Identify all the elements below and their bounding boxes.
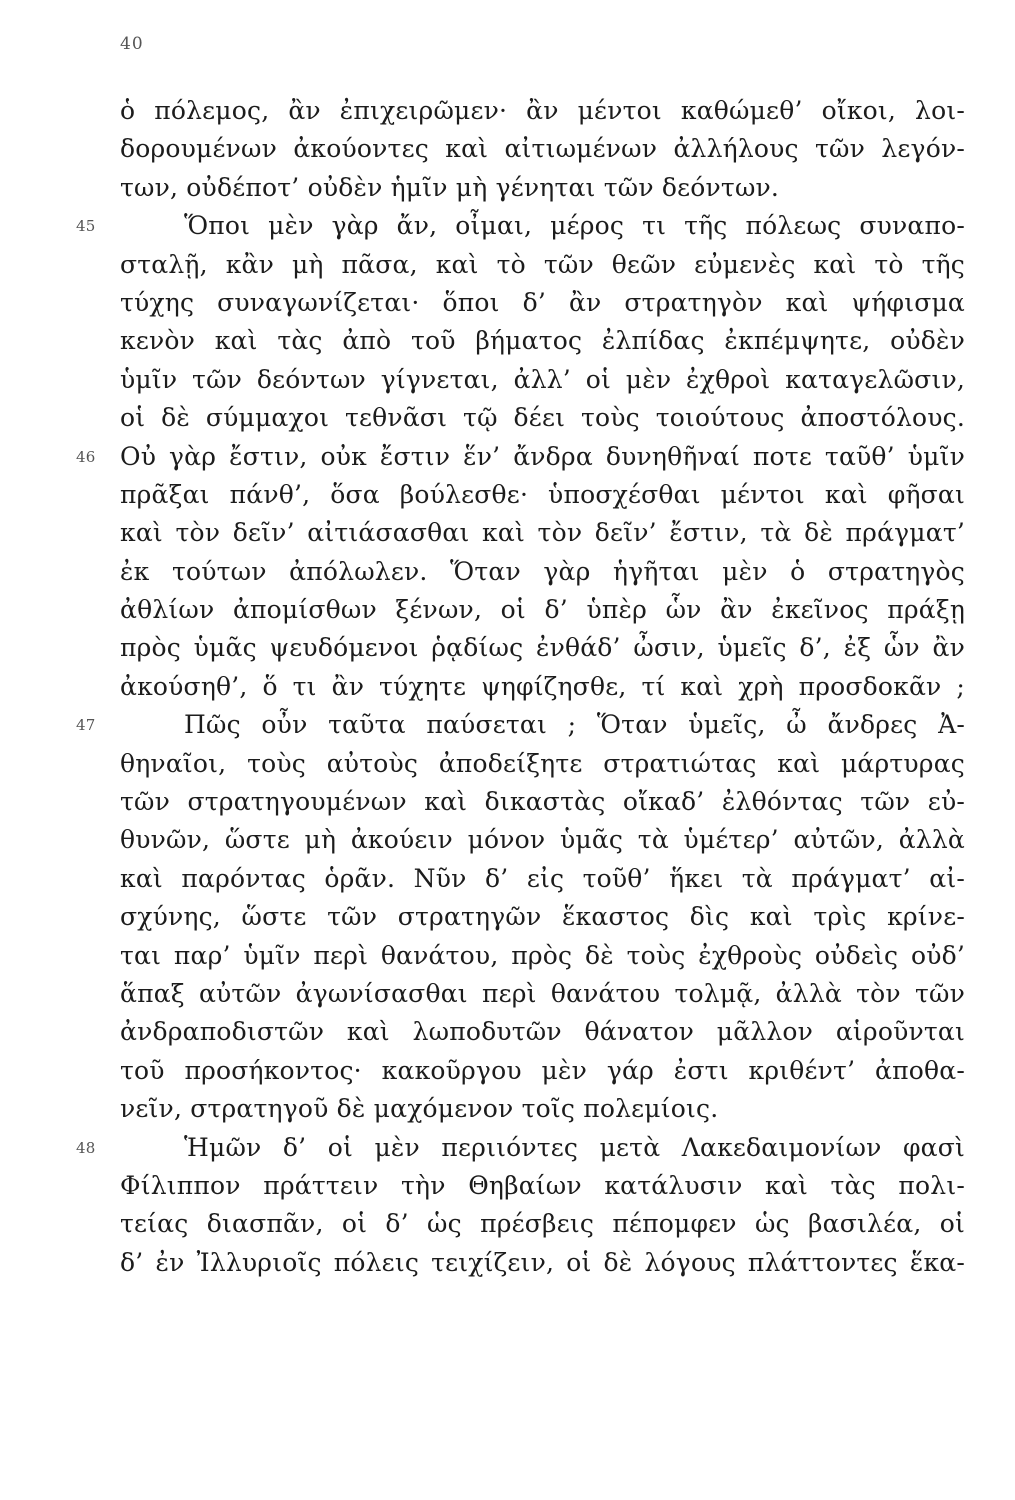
line-text: ὁ πόλεμος, ἂν ἐπιχειρῶμεν· ἂν μέντοι καθώμεθ’ οἴκοι, λοι- <box>120 96 965 125</box>
line-text: πρὸς ὑμᾶς ψευδόμενοι ῥᾳδίως ἐνθάδ’ ὦσιν, ὑμεῖς δ’, ἐξ ὧν ἂν <box>120 633 965 663</box>
text-line <box>120 591 965 629</box>
text-line <box>120 514 965 552</box>
line-text: πρᾶξαι πάνθ’, ὅσα βούλεσθε· ὑποσχέσθαι μέντοι καὶ φῆσαι <box>120 479 965 509</box>
text-line <box>120 1205 965 1243</box>
text-line <box>76 438 965 476</box>
text-line <box>120 745 965 783</box>
text-line <box>120 322 965 360</box>
text-line <box>120 1167 965 1205</box>
text-line <box>120 399 965 437</box>
text-line <box>120 783 965 821</box>
text-line <box>120 476 965 514</box>
section-number: 45 <box>76 217 96 236</box>
line-text: ἀνδραποδιστῶν καὶ λωποδυτῶν θάνατον μᾶλλον αἱροῦνται <box>120 1017 965 1047</box>
line-text: τοῦ προσήκοντος· κακοῦργου μὲν γάρ ἐστι κριθέντ’ ἀποθα- <box>120 1055 965 1085</box>
text-line <box>120 937 965 975</box>
line-text: δορουμένων ἀκούοντες καὶ αἰτιωμένων ἀλλήλους τῶν λεγόν- <box>120 134 965 164</box>
line-text: Ὅποι μὲν γὰρ ἄν, οἶμαι, μέρος τι τῆς πόλεως συναπο- <box>184 211 965 241</box>
text-line <box>120 1244 965 1282</box>
text-line <box>120 975 965 1013</box>
line-text: οἱ δὲ σύμμαχοι τεθνᾶσι τῷ δέει τοὺς τοιούτους ἀποστόλους. <box>120 403 965 433</box>
line-text: δ’ ἐν Ἰλλυριοῖς πόλεις τειχίζειν, οἱ δὲ λόγους πλάττοντες ἕκα- <box>120 1247 965 1277</box>
line-text: τῶν στρατηγουμένων καὶ δικαστὰς οἴκαδ’ ἐλθόντας τῶν εὐ- <box>120 787 965 817</box>
text-line <box>120 898 965 936</box>
text-line <box>120 169 965 207</box>
section-number: 46 <box>76 447 96 466</box>
text-line <box>120 246 965 284</box>
text-line <box>120 629 965 667</box>
text-line <box>120 92 965 130</box>
text-line <box>76 207 965 245</box>
line-text: ἀκούσηθ’, ὅ τι ἂν τύχητε ψηφίζησθε, τί καὶ χρὴ προσδοκᾶν ; <box>120 671 965 701</box>
line-text: νεῖν, στρατηγοῦ δὲ μαχόμενον τοῖς πολεμίοις. <box>120 1094 719 1124</box>
line-text: καὶ παρόντας ὁρᾶν. Νῦν δ’ εἰς τοῦθ’ ἥκει τὰ πράγματ’ αἰ- <box>120 863 965 893</box>
text-line <box>120 1052 965 1090</box>
text-line <box>120 821 965 859</box>
line-text: σταλῇ, κἂν μὴ πᾶσα, καὶ τὸ τῶν θεῶν εὐμενὲς καὶ τὸ τῆς <box>120 249 965 279</box>
line-text: σχύνης, ὥστε τῶν στρατηγῶν ἕκαστος δὶς καὶ τρὶς κρίνε- <box>120 902 965 932</box>
line-text: Ἡμῶν δ’ οἱ μὲν περιιόντες μετὰ Λακεδαιμονίων φασὶ <box>184 1132 965 1162</box>
line-text: των, οὐδέποτ’ οὐδὲν ἡμῖν μὴ γένηται τῶν δεόντων. <box>120 172 780 202</box>
text-line <box>120 284 965 322</box>
text-line <box>76 1129 965 1167</box>
greek-text-block <box>76 92 965 1282</box>
line-text: κενὸν καὶ τὰς ἀπὸ τοῦ βήματος ἐλπίδας ἐκπέμψητε, οὐδὲν <box>120 326 965 356</box>
text-line <box>120 361 965 399</box>
line-text: ἅπαξ αὐτῶν ἀγωνίσασθαι περὶ θανάτου τολμᾷ, ἀλλὰ τὸν τῶν <box>120 978 965 1008</box>
line-text: ἐκ τούτων ἀπόλωλεν. Ὅταν γὰρ ἡγῆται μὲν ὁ στρατηγὸς <box>120 556 965 586</box>
line-text: ἀθλίων ἀπομίσθων ξένων, οἱ δ’ ὑπὲρ ὧν ἂν ἐκεῖνος πράξῃ <box>120 595 965 625</box>
line-text: τύχης συναγωνίζεται· ὅποι δ’ ἂν στρατηγὸν καὶ ψήφισμα <box>120 287 965 317</box>
line-text: Οὐ γὰρ ἔστιν, οὐκ ἔστιν ἕν’ ἄνδρα δυνηθῆναί ποτε ταῦθ’ ὑμῖν <box>120 441 965 471</box>
text-line <box>120 860 965 898</box>
text-line <box>76 706 965 744</box>
line-text: καὶ τὸν δεῖν’ αἰτιάσασθαι καὶ τὸν δεῖν’ ἔστιν, τὰ δὲ πράγματ’ <box>120 518 965 548</box>
line-text: Φίλιππον πράττειν τὴν Θηβαίων κατάλυσιν καὶ τὰς πολι- <box>120 1170 965 1200</box>
section-number: 47 <box>76 716 96 735</box>
line-text: ὑμῖν τῶν δεόντων γίγνεται, ἀλλ’ οἱ μὲν ἐχθροὶ καταγελῶσιν, <box>120 364 965 394</box>
section-number: 48 <box>76 1138 96 1157</box>
line-text: Πῶς οὖν ταῦτα παύσεται ; Ὅταν ὑμεῖς, ὦ ἄνδρες Ἀ- <box>184 710 965 740</box>
text-line <box>120 553 965 591</box>
text-line <box>120 1090 965 1128</box>
text-line <box>120 130 965 168</box>
page-number: 40 <box>120 34 144 54</box>
line-text: θυνῶν, ὥστε μὴ ἀκούειν μόνον ὑμᾶς τὰ ὑμέτερ’ αὐτῶν, ἀλλὰ <box>120 825 965 855</box>
text-line <box>120 668 965 706</box>
line-text: τείας διασπᾶν, οἱ δ’ ὡς πρέσβεις πέπομφεν ὡς βασιλέα, οἱ <box>120 1209 965 1239</box>
line-text: ται παρ’ ὑμῖν περὶ θανάτου, πρὸς δὲ τοὺς ἐχθροὺς οὐδεὶς οὐδ’ <box>120 940 965 970</box>
line-text: θηναῖοι, τοὺς αὐτοὺς ἀποδείξητε στρατιώτας καὶ μάρτυρας <box>120 748 965 778</box>
text-line <box>120 1013 965 1051</box>
